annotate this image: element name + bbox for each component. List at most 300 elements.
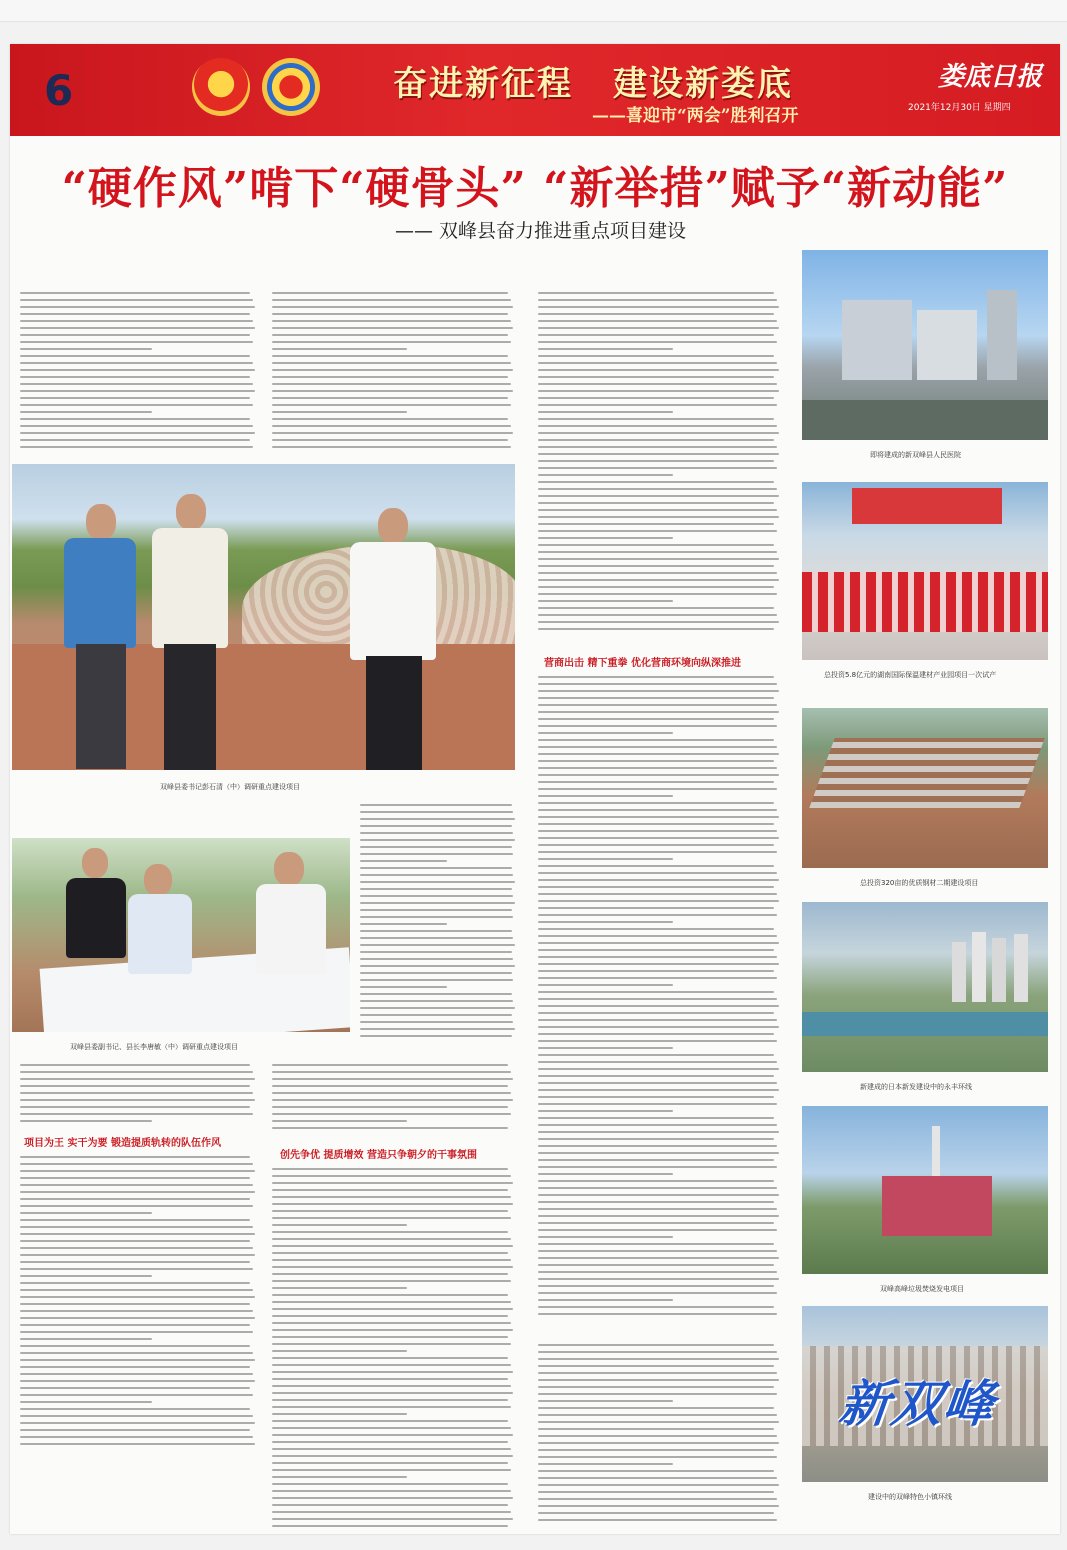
text-line bbox=[538, 1386, 774, 1388]
text-line bbox=[538, 1054, 774, 1056]
text-line bbox=[538, 1236, 673, 1238]
text-line bbox=[20, 355, 250, 357]
text-line bbox=[538, 1033, 774, 1035]
text-line bbox=[20, 1408, 250, 1410]
text-line bbox=[272, 306, 513, 308]
text-line bbox=[272, 1266, 513, 1268]
text-line bbox=[360, 909, 512, 911]
text-line bbox=[538, 746, 777, 748]
text-line bbox=[538, 411, 673, 413]
text-line bbox=[272, 1406, 511, 1408]
text-line bbox=[272, 320, 511, 322]
text-line bbox=[538, 788, 777, 790]
photo-project-inspection bbox=[12, 464, 515, 770]
text-line bbox=[20, 1324, 250, 1326]
text-line bbox=[538, 1012, 774, 1014]
text-line bbox=[538, 851, 777, 853]
text-line bbox=[538, 1096, 774, 1098]
text-line bbox=[360, 916, 513, 918]
main-headline: “硬作风”啃下“硬骨头” “新举措”赋予“新动能” bbox=[61, 163, 1009, 214]
right-caption-1: 即将建成的新双峰县人民医院 bbox=[870, 451, 961, 459]
text-line bbox=[360, 1000, 513, 1002]
text-line bbox=[538, 446, 777, 448]
text-line bbox=[272, 1238, 511, 1240]
body-text-col2-lower-b bbox=[272, 1168, 518, 1530]
text-line bbox=[538, 334, 774, 336]
text-line bbox=[538, 327, 779, 329]
text-line bbox=[272, 1287, 407, 1289]
text-line bbox=[20, 1233, 255, 1235]
text-line bbox=[20, 1099, 255, 1101]
section-heading-1: 项目为王 实干为要 锻造提质轨转的队伍作风 bbox=[24, 1138, 221, 1149]
text-line bbox=[538, 1421, 779, 1423]
text-line bbox=[272, 1343, 511, 1345]
text-line bbox=[20, 1310, 253, 1312]
text-line bbox=[272, 446, 511, 448]
banner-title bbox=[393, 56, 793, 105]
page-banner bbox=[10, 44, 1060, 136]
text-line bbox=[538, 970, 774, 972]
body-text-col3 bbox=[538, 292, 784, 642]
text-line bbox=[538, 1449, 774, 1451]
text-line bbox=[360, 832, 513, 834]
text-line bbox=[272, 1490, 511, 1492]
text-line bbox=[538, 1519, 777, 1521]
text-line bbox=[20, 1443, 255, 1445]
text-line bbox=[538, 802, 774, 804]
text-line bbox=[272, 1350, 407, 1352]
text-line bbox=[538, 369, 779, 371]
text-line bbox=[272, 411, 407, 413]
text-line bbox=[272, 1231, 508, 1233]
text-line bbox=[538, 1201, 774, 1203]
text-line bbox=[20, 425, 253, 427]
text-line bbox=[538, 341, 777, 343]
body-text-col2-mid bbox=[360, 804, 518, 1044]
text-line bbox=[272, 1273, 508, 1275]
text-line bbox=[538, 586, 774, 588]
text-line bbox=[538, 725, 777, 727]
text-line bbox=[20, 1212, 152, 1214]
text-line bbox=[538, 1278, 779, 1280]
text-line bbox=[272, 397, 508, 399]
text-line bbox=[538, 774, 779, 776]
text-line bbox=[538, 1019, 777, 1021]
text-line bbox=[538, 949, 774, 951]
text-line bbox=[538, 760, 774, 762]
text-line bbox=[20, 1092, 253, 1094]
text-line bbox=[538, 1264, 774, 1266]
text-line bbox=[538, 628, 774, 630]
text-line bbox=[20, 390, 255, 392]
text-line bbox=[538, 935, 777, 937]
text-line bbox=[272, 1518, 513, 1520]
text-line bbox=[538, 928, 774, 930]
text-line bbox=[272, 1280, 511, 1282]
text-line bbox=[272, 1210, 508, 1212]
text-line bbox=[272, 1525, 508, 1527]
text-line bbox=[538, 1313, 777, 1315]
text-line bbox=[360, 944, 515, 946]
section-heading-3: 营商出击 精下重拳 优化营商环境向纵深推进 bbox=[544, 658, 741, 669]
text-line bbox=[360, 860, 447, 862]
text-line bbox=[272, 369, 513, 371]
text-line bbox=[20, 1163, 253, 1165]
text-line bbox=[538, 718, 774, 720]
text-line bbox=[538, 432, 779, 434]
text-line bbox=[538, 984, 673, 986]
text-line bbox=[360, 965, 515, 967]
text-line bbox=[360, 1028, 515, 1030]
text-line bbox=[360, 881, 515, 883]
text-line bbox=[538, 502, 774, 504]
text-line bbox=[20, 1436, 253, 1438]
text-line bbox=[360, 958, 513, 960]
text-line bbox=[272, 1203, 513, 1205]
text-line bbox=[538, 1512, 774, 1514]
text-line bbox=[20, 306, 255, 308]
issue-date: 2021年12月30日 星期四 bbox=[908, 103, 1011, 113]
text-line bbox=[538, 565, 774, 567]
text-line bbox=[538, 1365, 774, 1367]
text-line bbox=[272, 1420, 508, 1422]
text-line bbox=[538, 991, 774, 993]
text-line bbox=[272, 1245, 513, 1247]
text-line bbox=[272, 1252, 508, 1254]
text-line bbox=[20, 1394, 253, 1396]
text-line bbox=[538, 537, 673, 539]
text-line bbox=[272, 404, 511, 406]
text-line bbox=[360, 979, 513, 981]
text-line bbox=[272, 1357, 508, 1359]
text-line bbox=[20, 327, 255, 329]
text-line bbox=[20, 1345, 250, 1347]
text-line bbox=[538, 1379, 779, 1381]
text-line bbox=[538, 837, 779, 839]
text-line bbox=[538, 544, 774, 546]
text-line bbox=[272, 1371, 513, 1373]
text-line bbox=[538, 1124, 777, 1126]
text-line bbox=[360, 874, 513, 876]
text-line bbox=[20, 320, 253, 322]
text-line bbox=[538, 1257, 779, 1259]
text-line bbox=[538, 900, 779, 902]
text-line bbox=[20, 1071, 253, 1073]
text-line bbox=[20, 362, 253, 364]
text-line bbox=[538, 823, 774, 825]
text-line bbox=[538, 830, 777, 832]
sub-headline: —— 双峰县奋力推进重点项目建设 bbox=[395, 220, 687, 242]
text-line bbox=[538, 886, 774, 888]
text-line bbox=[360, 853, 513, 855]
text-line bbox=[20, 404, 253, 406]
text-line bbox=[538, 690, 779, 692]
text-line bbox=[538, 1505, 779, 1507]
text-line bbox=[20, 1205, 253, 1207]
text-line bbox=[538, 1061, 777, 1063]
text-line bbox=[20, 411, 152, 413]
text-line bbox=[538, 753, 779, 755]
text-line bbox=[20, 376, 250, 378]
text-line bbox=[538, 1187, 777, 1189]
text-line bbox=[20, 1226, 253, 1228]
text-line bbox=[272, 341, 511, 343]
photo-ring-road bbox=[802, 902, 1048, 1072]
text-line bbox=[272, 1259, 511, 1261]
text-line bbox=[538, 1110, 673, 1112]
text-line bbox=[538, 676, 774, 678]
text-line bbox=[272, 1476, 407, 1478]
text-line bbox=[360, 846, 512, 848]
text-line bbox=[538, 1477, 777, 1479]
text-line bbox=[538, 1026, 779, 1028]
text-line bbox=[360, 867, 512, 869]
text-line bbox=[538, 1250, 777, 1252]
body-text-col1-lower-b bbox=[20, 1156, 260, 1526]
newspaper-page bbox=[10, 44, 1060, 1534]
text-line bbox=[360, 923, 447, 925]
text-line bbox=[20, 1247, 253, 1249]
text-line bbox=[538, 956, 777, 958]
banner-subtitle: ——喜迎市“两会”胜利召开 bbox=[592, 106, 799, 126]
text-line bbox=[538, 1292, 777, 1294]
text-line bbox=[538, 809, 777, 811]
text-line bbox=[272, 1092, 511, 1094]
text-line bbox=[538, 1271, 777, 1273]
text-line bbox=[20, 1078, 255, 1080]
text-line bbox=[272, 1182, 513, 1184]
text-line bbox=[20, 1170, 255, 1172]
banner-title-part1: 奋进新征程 bbox=[393, 64, 573, 104]
text-line bbox=[272, 1497, 513, 1499]
text-line bbox=[360, 839, 515, 841]
text-line bbox=[272, 1106, 508, 1108]
text-line bbox=[20, 1254, 255, 1256]
text-line bbox=[538, 1463, 673, 1465]
text-line bbox=[272, 1308, 513, 1310]
text-line bbox=[538, 1407, 774, 1409]
text-line bbox=[272, 1078, 513, 1080]
text-line bbox=[272, 1175, 511, 1177]
text-line bbox=[538, 397, 774, 399]
text-line bbox=[20, 1219, 250, 1221]
text-line bbox=[538, 390, 779, 392]
text-line bbox=[272, 355, 508, 357]
text-line bbox=[360, 1035, 512, 1037]
text-line bbox=[272, 1301, 511, 1303]
text-line bbox=[20, 1156, 250, 1158]
text-line bbox=[538, 467, 777, 469]
text-line bbox=[538, 921, 673, 923]
text-line bbox=[538, 558, 779, 560]
text-line bbox=[538, 523, 774, 525]
text-line bbox=[538, 914, 777, 916]
text-line bbox=[272, 362, 511, 364]
text-line bbox=[20, 1296, 255, 1298]
text-line bbox=[538, 865, 774, 867]
text-line bbox=[538, 1470, 774, 1472]
right-caption-2: 总投资5.8亿元的湖南国际保温建材产业园项目一次试产 bbox=[824, 671, 997, 679]
body-text-col3-lower bbox=[538, 676, 784, 1336]
text-line bbox=[20, 313, 250, 315]
text-line bbox=[20, 446, 253, 448]
text-line bbox=[538, 320, 777, 322]
text-line bbox=[538, 1152, 779, 1154]
text-line bbox=[538, 474, 673, 476]
body-text-col1-top bbox=[20, 292, 260, 458]
text-line bbox=[272, 1504, 508, 1506]
right-caption-3: 总投资320亩的优质钢材二期建设项目 bbox=[860, 879, 979, 887]
text-line bbox=[272, 1336, 508, 1338]
text-line bbox=[538, 739, 774, 741]
text-line bbox=[20, 432, 255, 434]
text-line bbox=[272, 1099, 513, 1101]
text-line bbox=[272, 1127, 508, 1129]
text-line bbox=[20, 418, 250, 420]
text-line bbox=[272, 313, 508, 315]
text-line bbox=[20, 1191, 255, 1193]
text-line bbox=[538, 1166, 777, 1168]
text-line bbox=[538, 488, 777, 490]
text-line bbox=[538, 313, 774, 315]
text-line bbox=[538, 551, 777, 553]
text-line bbox=[538, 1442, 779, 1444]
text-line bbox=[272, 1064, 508, 1066]
text-line bbox=[538, 1040, 777, 1042]
text-line bbox=[20, 397, 250, 399]
text-line bbox=[538, 704, 777, 706]
text-line bbox=[272, 1294, 508, 1296]
text-line bbox=[272, 334, 508, 336]
right-caption-5: 双峰高峰垃圾焚烧发电项目 bbox=[880, 1285, 964, 1293]
text-line bbox=[20, 1289, 253, 1291]
text-line bbox=[20, 1240, 250, 1242]
text-line bbox=[538, 495, 779, 497]
text-line bbox=[20, 1387, 250, 1389]
photo-power-plant bbox=[802, 1106, 1048, 1274]
text-line bbox=[272, 1399, 508, 1401]
text-line bbox=[538, 711, 779, 713]
text-line bbox=[538, 1229, 777, 1231]
body-text-col2-top bbox=[272, 292, 518, 458]
text-line bbox=[538, 1414, 777, 1416]
text-line bbox=[538, 376, 774, 378]
text-line bbox=[538, 1358, 779, 1360]
text-line bbox=[538, 1243, 774, 1245]
text-line bbox=[538, 1484, 779, 1486]
text-line bbox=[272, 1469, 511, 1471]
text-line bbox=[538, 306, 779, 308]
text-line bbox=[272, 425, 511, 427]
text-line bbox=[538, 872, 777, 874]
text-line bbox=[272, 1378, 508, 1380]
text-line bbox=[272, 1322, 511, 1324]
text-line bbox=[20, 1064, 250, 1066]
text-line bbox=[20, 1261, 250, 1263]
text-line bbox=[538, 683, 777, 685]
text-line bbox=[20, 1380, 255, 1382]
newspaper-logo: 娄底日报 bbox=[938, 62, 1043, 92]
text-line bbox=[538, 1138, 774, 1140]
text-line bbox=[538, 907, 774, 909]
text-line bbox=[538, 355, 774, 357]
cppcc-emblem-icon bbox=[262, 58, 320, 116]
text-line bbox=[272, 327, 513, 329]
text-line bbox=[360, 811, 513, 813]
banner-title-part2: 建设新娄底 bbox=[613, 64, 793, 104]
text-line bbox=[538, 292, 774, 294]
text-line bbox=[272, 376, 508, 378]
text-line bbox=[538, 1159, 774, 1161]
text-line bbox=[272, 1168, 508, 1170]
text-line bbox=[360, 1021, 513, 1023]
text-line bbox=[20, 1085, 250, 1087]
text-line bbox=[20, 1275, 152, 1277]
text-line bbox=[20, 1359, 255, 1361]
text-line bbox=[20, 439, 250, 441]
text-line bbox=[538, 1194, 779, 1196]
text-line bbox=[360, 972, 512, 974]
text-line bbox=[20, 1268, 253, 1270]
text-line bbox=[538, 1215, 779, 1217]
text-line bbox=[538, 579, 779, 581]
text-line bbox=[360, 895, 513, 897]
text-line bbox=[272, 1483, 508, 1485]
text-line bbox=[20, 1120, 152, 1122]
text-line bbox=[272, 1462, 508, 1464]
text-line bbox=[360, 888, 512, 890]
text-line bbox=[20, 1352, 253, 1354]
text-line bbox=[538, 858, 673, 860]
text-line bbox=[20, 1106, 250, 1108]
text-line bbox=[360, 804, 512, 806]
text-line bbox=[538, 404, 777, 406]
text-line bbox=[272, 418, 508, 420]
text-line bbox=[272, 1329, 513, 1331]
text-line bbox=[20, 1366, 250, 1368]
text-line bbox=[20, 369, 255, 371]
photo-plan-review bbox=[12, 838, 350, 1032]
text-line bbox=[360, 825, 512, 827]
text-line bbox=[272, 1413, 407, 1415]
text-line bbox=[360, 930, 512, 932]
text-line bbox=[360, 937, 513, 939]
text-line bbox=[538, 621, 779, 623]
text-line bbox=[538, 1491, 774, 1493]
text-line bbox=[538, 767, 777, 769]
text-line bbox=[538, 1047, 673, 1049]
text-line bbox=[20, 292, 250, 294]
text-line bbox=[538, 1005, 779, 1007]
text-line bbox=[538, 460, 774, 462]
text-line bbox=[272, 1085, 508, 1087]
text-line bbox=[538, 607, 774, 609]
text-line bbox=[272, 1071, 511, 1073]
text-line bbox=[272, 292, 508, 294]
text-line bbox=[20, 299, 253, 301]
text-line bbox=[538, 1173, 673, 1175]
text-line bbox=[538, 1145, 777, 1147]
text-line bbox=[20, 1331, 253, 1333]
text-line bbox=[20, 1338, 152, 1340]
text-line bbox=[538, 1285, 774, 1287]
photo1-caption: 双峰县委书记彭石清（中）调研重点建设项目 bbox=[160, 783, 300, 791]
text-line bbox=[538, 732, 673, 734]
text-line bbox=[272, 1427, 511, 1429]
text-line bbox=[538, 1131, 779, 1133]
text-line bbox=[538, 1222, 774, 1224]
text-line bbox=[538, 1068, 779, 1070]
